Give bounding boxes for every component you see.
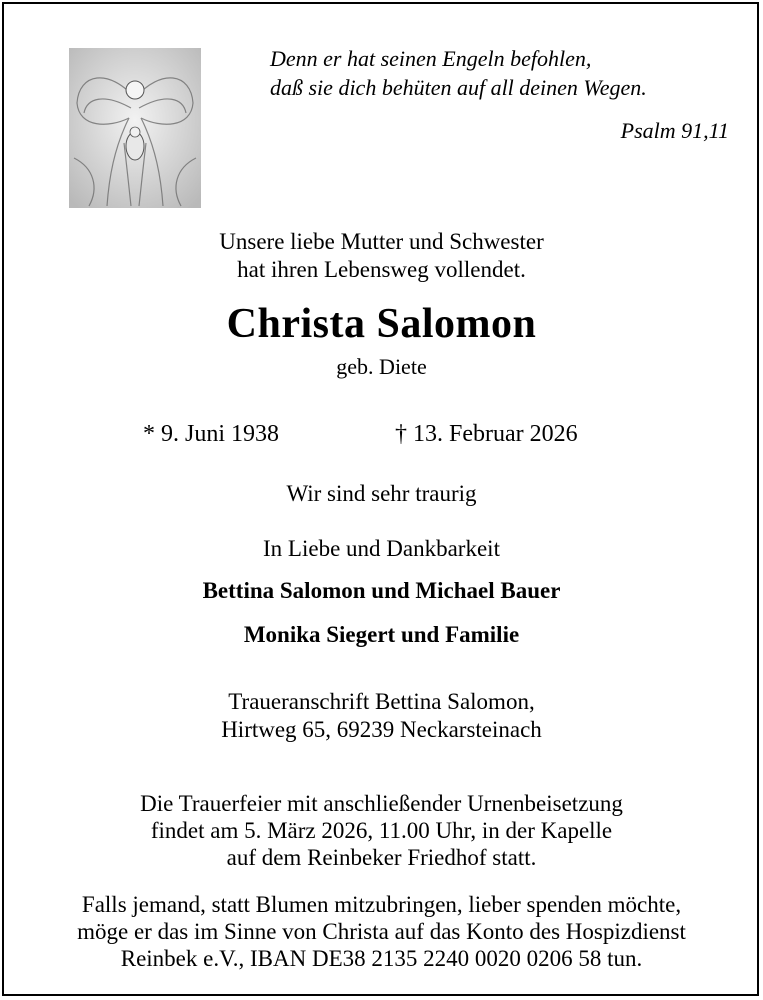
donation-line: Falls jemand, statt Blumen mitzubringen, lieber spenden möchte, — [81, 892, 682, 917]
intro-line: Unsere liebe Mutter und Schwester — [219, 229, 544, 254]
donation-line: möge er das im Sinne von Christa auf das Konto des Hospizdienst — [77, 919, 686, 944]
closing-text: In Liebe und Dankbarkeit — [263, 536, 500, 561]
donation-info — [0, 891, 763, 972]
maiden-name: geb. Diete — [336, 354, 427, 379]
bible-quote — [270, 44, 730, 102]
service-line: Die Trauerfeier mit anschließender Urnenbeisetzung — [140, 791, 623, 816]
intro-text — [0, 228, 763, 284]
deceased-name: Christa Salomon — [226, 301, 537, 347]
address-line: Traueranschrift Bettina Salomon, — [228, 689, 535, 714]
mourning-address — [0, 688, 763, 744]
quote-line: Denn er hat seinen Engeln befohlen, — [270, 46, 592, 71]
angel-image — [69, 48, 201, 208]
sentiment-text: Wir sind sehr traurig — [286, 481, 477, 506]
intro-line: hat ihren Lebensweg vollendet. — [237, 257, 526, 282]
birth-date: * 9. Juni 1938 — [143, 421, 280, 447]
address-line: Hirtweg 65, 69239 Neckarsteinach — [221, 717, 542, 742]
death-date: † 13. Februar 2026 — [395, 421, 578, 447]
quote-line: daß sie dich behüten auf all deinen Wegen. — [270, 75, 647, 100]
service-line: findet am 5. März 2026, 11.00 Uhr, in der Kapelle — [150, 818, 613, 843]
funeral-service-info — [0, 790, 763, 871]
service-line: auf dem Reinbeker Friedhof statt. — [226, 845, 537, 870]
family-line: Bettina Salomon und Michael Bauer — [202, 578, 561, 603]
family-line: Monika Siegert und Familie — [243, 622, 520, 647]
quote-source: Psalm 91,11 — [620, 118, 729, 143]
donation-line: Reinbek e.V., IBAN DE38 2135 2240 0020 0206 58 tun. — [120, 946, 643, 971]
